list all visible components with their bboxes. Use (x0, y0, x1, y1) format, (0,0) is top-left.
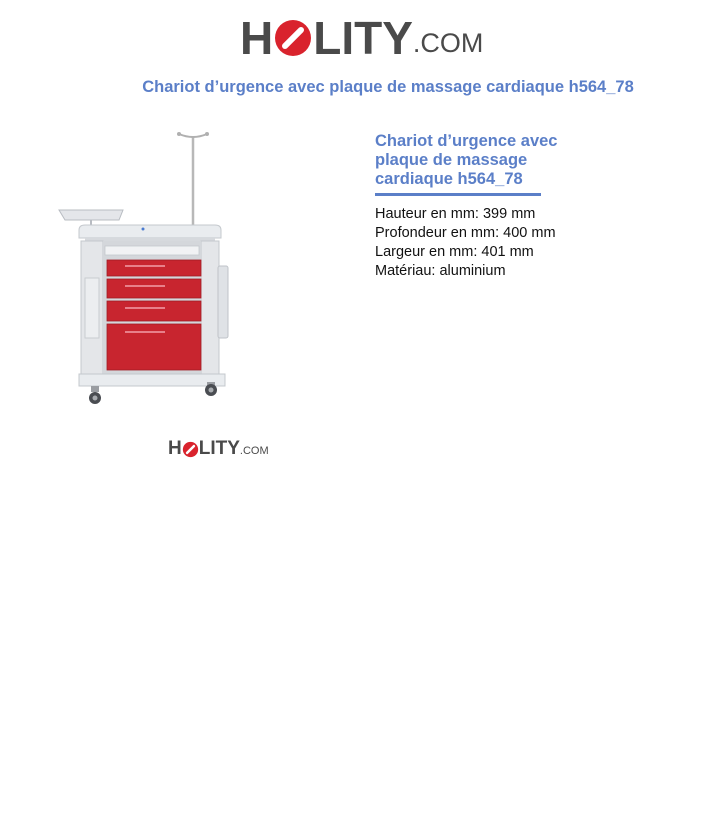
spec-depth: Profondeur en mm: 400 mm (375, 225, 556, 241)
logo-o-icon (273, 16, 313, 60)
product-title (375, 132, 575, 189)
product-specs (375, 205, 556, 281)
logo-letter-h: H (168, 438, 182, 459)
page-title: Chariot d’urgence avec plaque de massage cardiaque h564_78 (142, 78, 634, 96)
brand-logo[interactable] (240, 10, 483, 66)
spec-material: Matériau: aluminium (375, 263, 506, 279)
iv-pole-icon (177, 132, 209, 228)
logo-o-icon (182, 440, 199, 459)
logo-letters: LITY (313, 12, 413, 64)
brand-logo-small (168, 437, 269, 461)
logo-domain: .COM (239, 445, 269, 457)
title-underline (375, 193, 541, 196)
product-title-line: Chariot d’urgence avec (375, 132, 558, 150)
product-title-line: plaque de massage (375, 151, 528, 169)
spec-height: Hauteur en mm: 399 mm (375, 206, 536, 222)
product-title-line: cardiaque h564_78 (375, 170, 523, 188)
product-image (55, 128, 235, 408)
spec-width: Largeur en mm: 401 mm (375, 244, 534, 260)
logo-letter-h: H (240, 12, 274, 64)
logo-letters: LITY (198, 438, 240, 459)
logo-domain: .COM (412, 28, 484, 58)
